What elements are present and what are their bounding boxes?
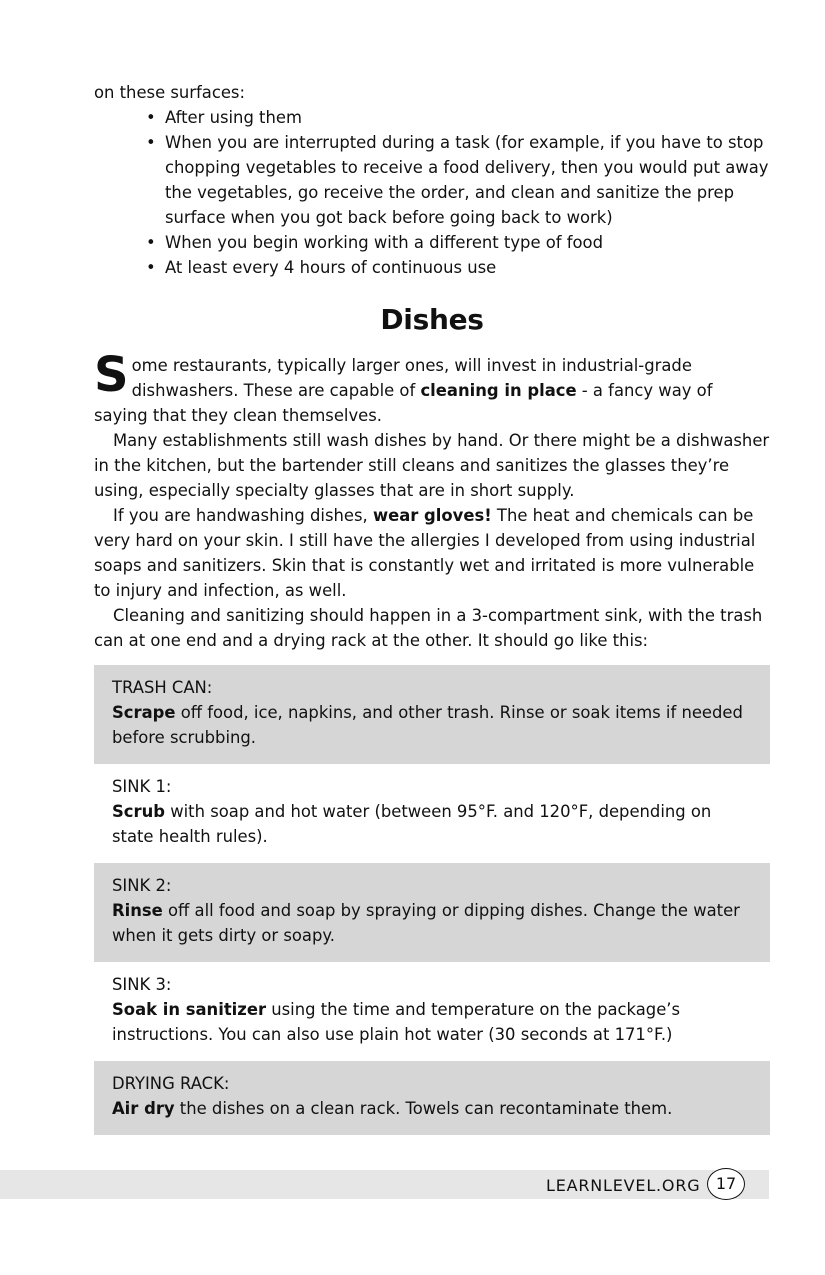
step-action: Rinse bbox=[112, 901, 163, 920]
step-body bbox=[112, 799, 752, 849]
step-body bbox=[112, 700, 752, 750]
para3-text-a: If you are handwashing dishes, bbox=[113, 506, 373, 525]
bullet-item: • When you are interrupted during a task (for example, if you have to stop chopping vegetables to receive a food delivery, then you would put away the vegetables, go receive the order, and clean and sanitize the prep surface when you got back before going back to work) bbox=[146, 130, 770, 230]
step-trash-can bbox=[94, 665, 770, 764]
step-text: off food, ice, napkins, and other trash. Rinse or soak items if needed before scrubbing. bbox=[112, 703, 743, 747]
bullet-item: • After using them bbox=[146, 105, 770, 130]
step-action: Scrape bbox=[112, 703, 176, 722]
steps-list bbox=[94, 665, 770, 1135]
step-title: DRYING RACK: bbox=[112, 1074, 230, 1093]
step-title: SINK 1: bbox=[112, 777, 172, 796]
paragraph-sink: Cleaning and sanitizing should happen in a 3-compartment sink, with the trash can at one end and a drying rack at the other. It should go like this: bbox=[94, 606, 763, 650]
section-heading: Dishes bbox=[380, 303, 484, 336]
intro-line: on these surfaces: bbox=[94, 83, 245, 102]
paragraph-handwash: Many establishments still wash dishes by hand. Or there might be a dishwasher in the kitchen, but the bartender still cleans and sanitizes the glasses they’re using, especially specialty glasses that are in short supply. bbox=[94, 431, 770, 500]
step-body bbox=[112, 997, 752, 1047]
step-text: using the time and temperature on the package’s instructions. You can also use plain hot water (30 seconds at 171°F.) bbox=[112, 1000, 681, 1044]
step-body bbox=[112, 898, 752, 948]
step-title: SINK 2: bbox=[112, 876, 172, 895]
paragraph-gloves bbox=[94, 503, 770, 603]
page-content bbox=[94, 80, 770, 1135]
para3-bold: wear gloves! bbox=[372, 506, 492, 525]
step-sink-2 bbox=[94, 863, 770, 962]
step-action: Scrub bbox=[112, 802, 166, 821]
bullet-item: • When you begin working with a different type of food bbox=[146, 230, 770, 255]
step-sink-3 bbox=[94, 962, 770, 1061]
drop-cap: S bbox=[94, 347, 129, 403]
step-text: the dishes on a clean rack. Towels can recontaminate them. bbox=[174, 1099, 673, 1118]
para1-text-b: - a fancy way of saying that they clean themselves. bbox=[94, 381, 713, 425]
step-sink-1 bbox=[94, 764, 770, 863]
step-body bbox=[112, 1096, 752, 1121]
step-title: SINK 3: bbox=[112, 975, 172, 994]
page-number: 17 bbox=[707, 1168, 745, 1200]
footer-site: LEARNLEVEL.ORG bbox=[546, 1176, 701, 1195]
step-drying-rack bbox=[94, 1061, 770, 1135]
bullet-list bbox=[94, 105, 770, 280]
step-action: Soak in sanitizer bbox=[112, 1000, 267, 1019]
bullet-item: • At least every 4 hours of continuous use bbox=[146, 255, 770, 280]
step-title: TRASH CAN: bbox=[112, 678, 213, 697]
step-text: off all food and soap by spraying or dipping dishes. Change the water when it gets dirty or soapy. bbox=[112, 901, 740, 945]
para1-text-a: ome restaurants, typically larger ones, will invest in industrial-grade dishwashers. These are capable of bbox=[131, 356, 692, 400]
step-action: Air dry bbox=[112, 1099, 175, 1118]
para1-bold: cleaning in place bbox=[420, 381, 577, 400]
paragraph-intro bbox=[94, 347, 770, 428]
step-text: with soap and hot water (between 95°F. and 120°F, depending on state health rules). bbox=[112, 802, 712, 846]
para3-text-b: The heat and chemicals can be very hard on your skin. I still have the allergies I developed from using industrial soaps and sanitizers. Skin that is constantly wet and irritated is more vulnerable to injury and infection, as well. bbox=[94, 506, 756, 600]
